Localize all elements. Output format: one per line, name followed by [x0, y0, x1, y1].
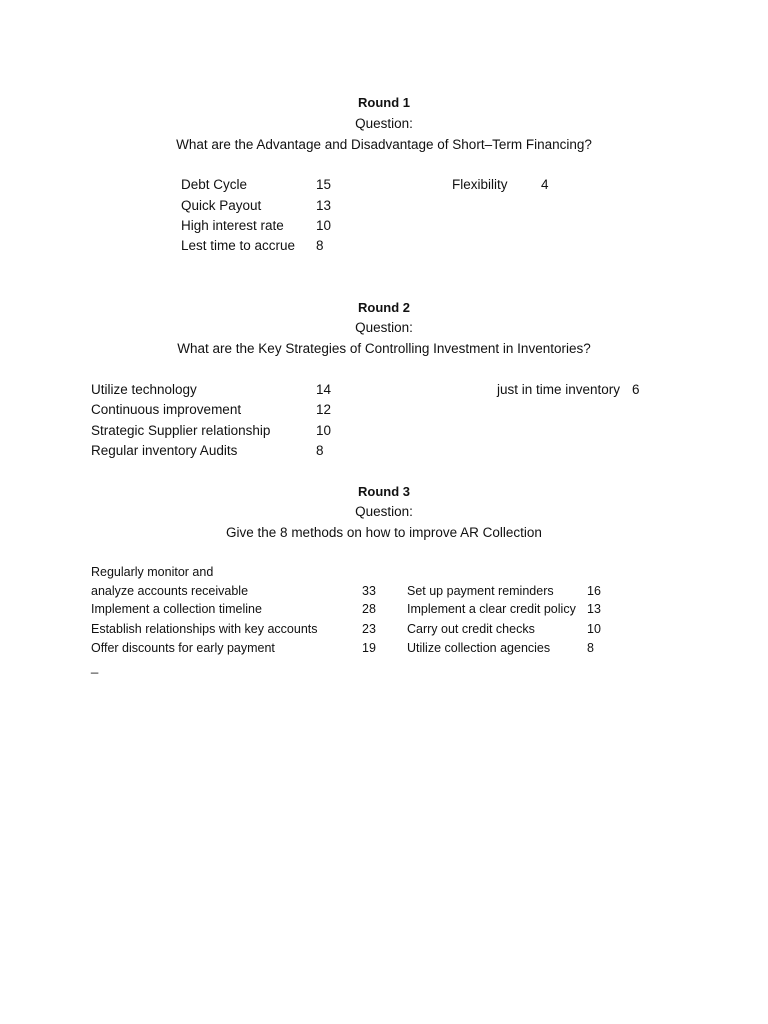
round-3-answer-1-line-1: Regularly monitor and [91, 565, 214, 579]
round-3-title: Round 3 [358, 484, 410, 499]
round-2-answer-5: just in time inventory [497, 382, 621, 397]
round-3-score-1: 33 [362, 584, 376, 598]
round-2-score-2: 12 [316, 402, 332, 417]
round-1-question-label: Question: [355, 116, 413, 131]
round-3-score-2: 28 [362, 602, 376, 616]
round-3-answer-1: analyze accounts receivable [91, 584, 249, 598]
round-3-question: Give the 8 methods on how to improve AR Collection [226, 525, 542, 540]
round-1-answer-4: Lest time to accrue [181, 238, 296, 253]
trailing-mark: _ [91, 659, 99, 674]
round-3-score-4: 19 [362, 641, 376, 655]
round-2-answer-4: Regular inventory Audits [91, 443, 238, 458]
round-3-answer-6: Implement a clear credit policy [407, 602, 576, 616]
round-2-question: What are the Key Strategies of Controlling Investment in Inventories? [177, 341, 591, 356]
round-2-question-label: Question: [355, 320, 413, 335]
round-1-score-4: 8 [316, 238, 324, 253]
round-1-answer-5: Flexibility [452, 177, 508, 192]
round-3-answer-5: Set up payment reminders [407, 584, 554, 598]
round-2-score-3: 10 [316, 423, 332, 438]
round-2-score-1: 14 [316, 382, 332, 397]
round-2-answer-3: Strategic Supplier relationship [91, 423, 271, 438]
round-1-score-5: 4 [541, 177, 549, 192]
round-1-answer-1: Debt Cycle [181, 177, 248, 192]
round-3-answer-7: Carry out credit checks [407, 622, 535, 636]
round-3-answer-2: Implement a collection timeline [91, 602, 262, 616]
round-1-score-3: 10 [316, 218, 332, 233]
round-3-answer-4: Offer discounts for early payment [91, 641, 275, 655]
round-2-score-4: 8 [316, 443, 324, 458]
round-3-question-label: Question: [355, 504, 413, 519]
round-3-score-5: 16 [587, 584, 601, 598]
round-2-answer-2: Continuous improvement [91, 402, 242, 417]
round-2-title: Round 2 [358, 300, 410, 315]
round-3-score-8: 8 [587, 641, 594, 655]
round-1-answer-3: High interest rate [181, 218, 284, 233]
round-1-answer-2: Quick Payout [181, 198, 262, 213]
round-1-score-1: 15 [316, 177, 332, 192]
round-3-answer-3: Establish relationships with key accounts [91, 622, 318, 636]
round-2-score-5: 6 [632, 382, 640, 397]
round-3-score-6: 13 [587, 602, 601, 616]
round-1-score-2: 13 [316, 198, 332, 213]
round-3-score-7: 10 [587, 622, 601, 636]
round-1-question: What are the Advantage and Disadvantage of Short–Term Financing? [176, 137, 592, 152]
round-1-title: Round 1 [358, 95, 410, 110]
round-3-answer-8: Utilize collection agencies [407, 641, 551, 655]
round-3-score-3: 23 [362, 622, 376, 636]
round-2-answer-1: Utilize technology [91, 382, 197, 397]
